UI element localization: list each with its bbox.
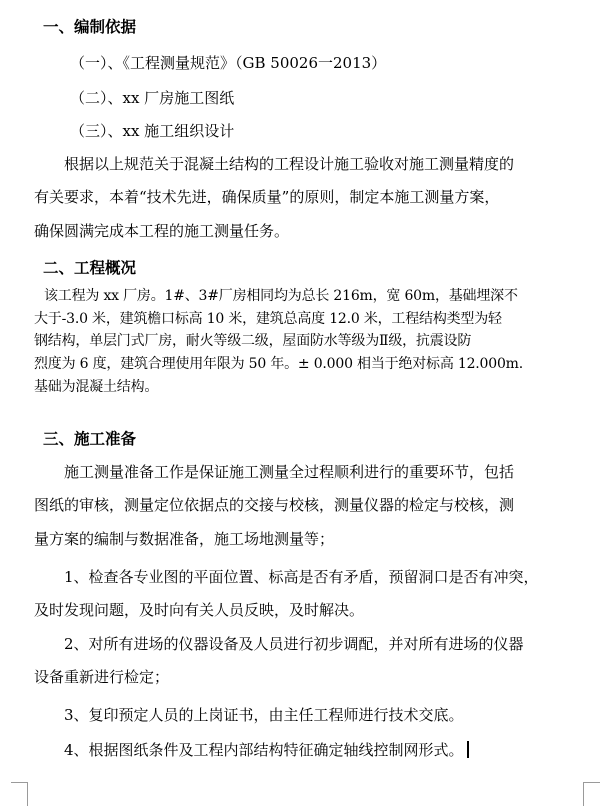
section-heading-overview: 二、工程概况 [43, 259, 137, 277]
preparation-item-2-line-2: 设备重新进行检定； [34, 668, 170, 686]
basis-item-1: （一）、《工程测量规范》（GB 50026一2013） [70, 54, 387, 72]
preparation-item-1-line-1: 1、检查各专业图的平面位置、标高是否有矛盾，预留洞口是否有冲突， [64, 568, 539, 586]
overview-line-1: 该工程为 xx 厂房。1#、3#厂房相同均为总长 216m，宽 60m，基础埋深不 [44, 288, 518, 304]
margin-mark-bottom-right [583, 782, 584, 806]
margin-mark-bottom-left-h [11, 782, 27, 783]
section-heading-basis: 一、编制依据 [43, 18, 137, 36]
preparation-intro-line-3: 量方案的编制与数据准备，施工场地测量等； [34, 530, 335, 548]
basis-item-2: （二）、xx 厂房施工图纸 [70, 89, 235, 107]
overview-line-2: 大于-3.0 米，建筑檐口标高 10 米，建筑总高度 12.0 米，工程结构类型为轻 [34, 311, 502, 327]
basis-item-3: （三）、xx 施工组织设计 [70, 122, 235, 140]
margin-mark-bottom-right-h [584, 782, 600, 783]
overview-line-3: 钢结构，单层门式厂房，耐火等级二级，屋面防水等级为Ⅱ级，抗震设防 [34, 333, 472, 349]
preparation-item-2-line-1: 2、对所有进场的仪器设备及人员进行初步调配，并对所有进场的仪器 [64, 635, 524, 653]
basis-paragraph-line-2: 有关要求，本着“技术先进，确保质量”的原则，制定本施工测量方案， [34, 188, 500, 206]
overview-line-4: 烈度为 6 度，建筑合理使用年限为 50 年。± 0.000 相当于绝对标高 12.000m. [34, 356, 523, 372]
basis-paragraph-line-1: 根据以上规范关于混凝土结构的工程设计施工验收对施工测量精度的 [64, 155, 515, 173]
section-heading-preparation: 三、施工准备 [43, 430, 137, 448]
text-cursor [467, 741, 469, 758]
margin-mark-bottom-left [27, 782, 28, 806]
preparation-item-1-line-2: 及时发现问题，及时向有关人员反映，及时解决。 [34, 601, 365, 619]
overview-line-5: 基础为混凝土结构。 [34, 379, 159, 395]
preparation-intro-line-2: 图纸的审核，测量定位依据点的交接与校核，测量仪器的检定与校核，测 [34, 496, 515, 514]
preparation-item-4-row [64, 740, 469, 760]
preparation-intro-line-1: 施工测量准备工作是保证施工测量全过程顺利进行的重要环节，包括 [64, 463, 515, 481]
basis-paragraph-line-3: 确保圆满完成本工程的施工测量任务。 [34, 222, 290, 240]
preparation-item-3: 3、复印预定人员的上岗证书，由主任工程师进行技术交底。 [64, 706, 464, 724]
preparation-item-4: 4、根据图纸条件及工程内部结构特征确定轴线控制网形式。 [64, 741, 464, 759]
